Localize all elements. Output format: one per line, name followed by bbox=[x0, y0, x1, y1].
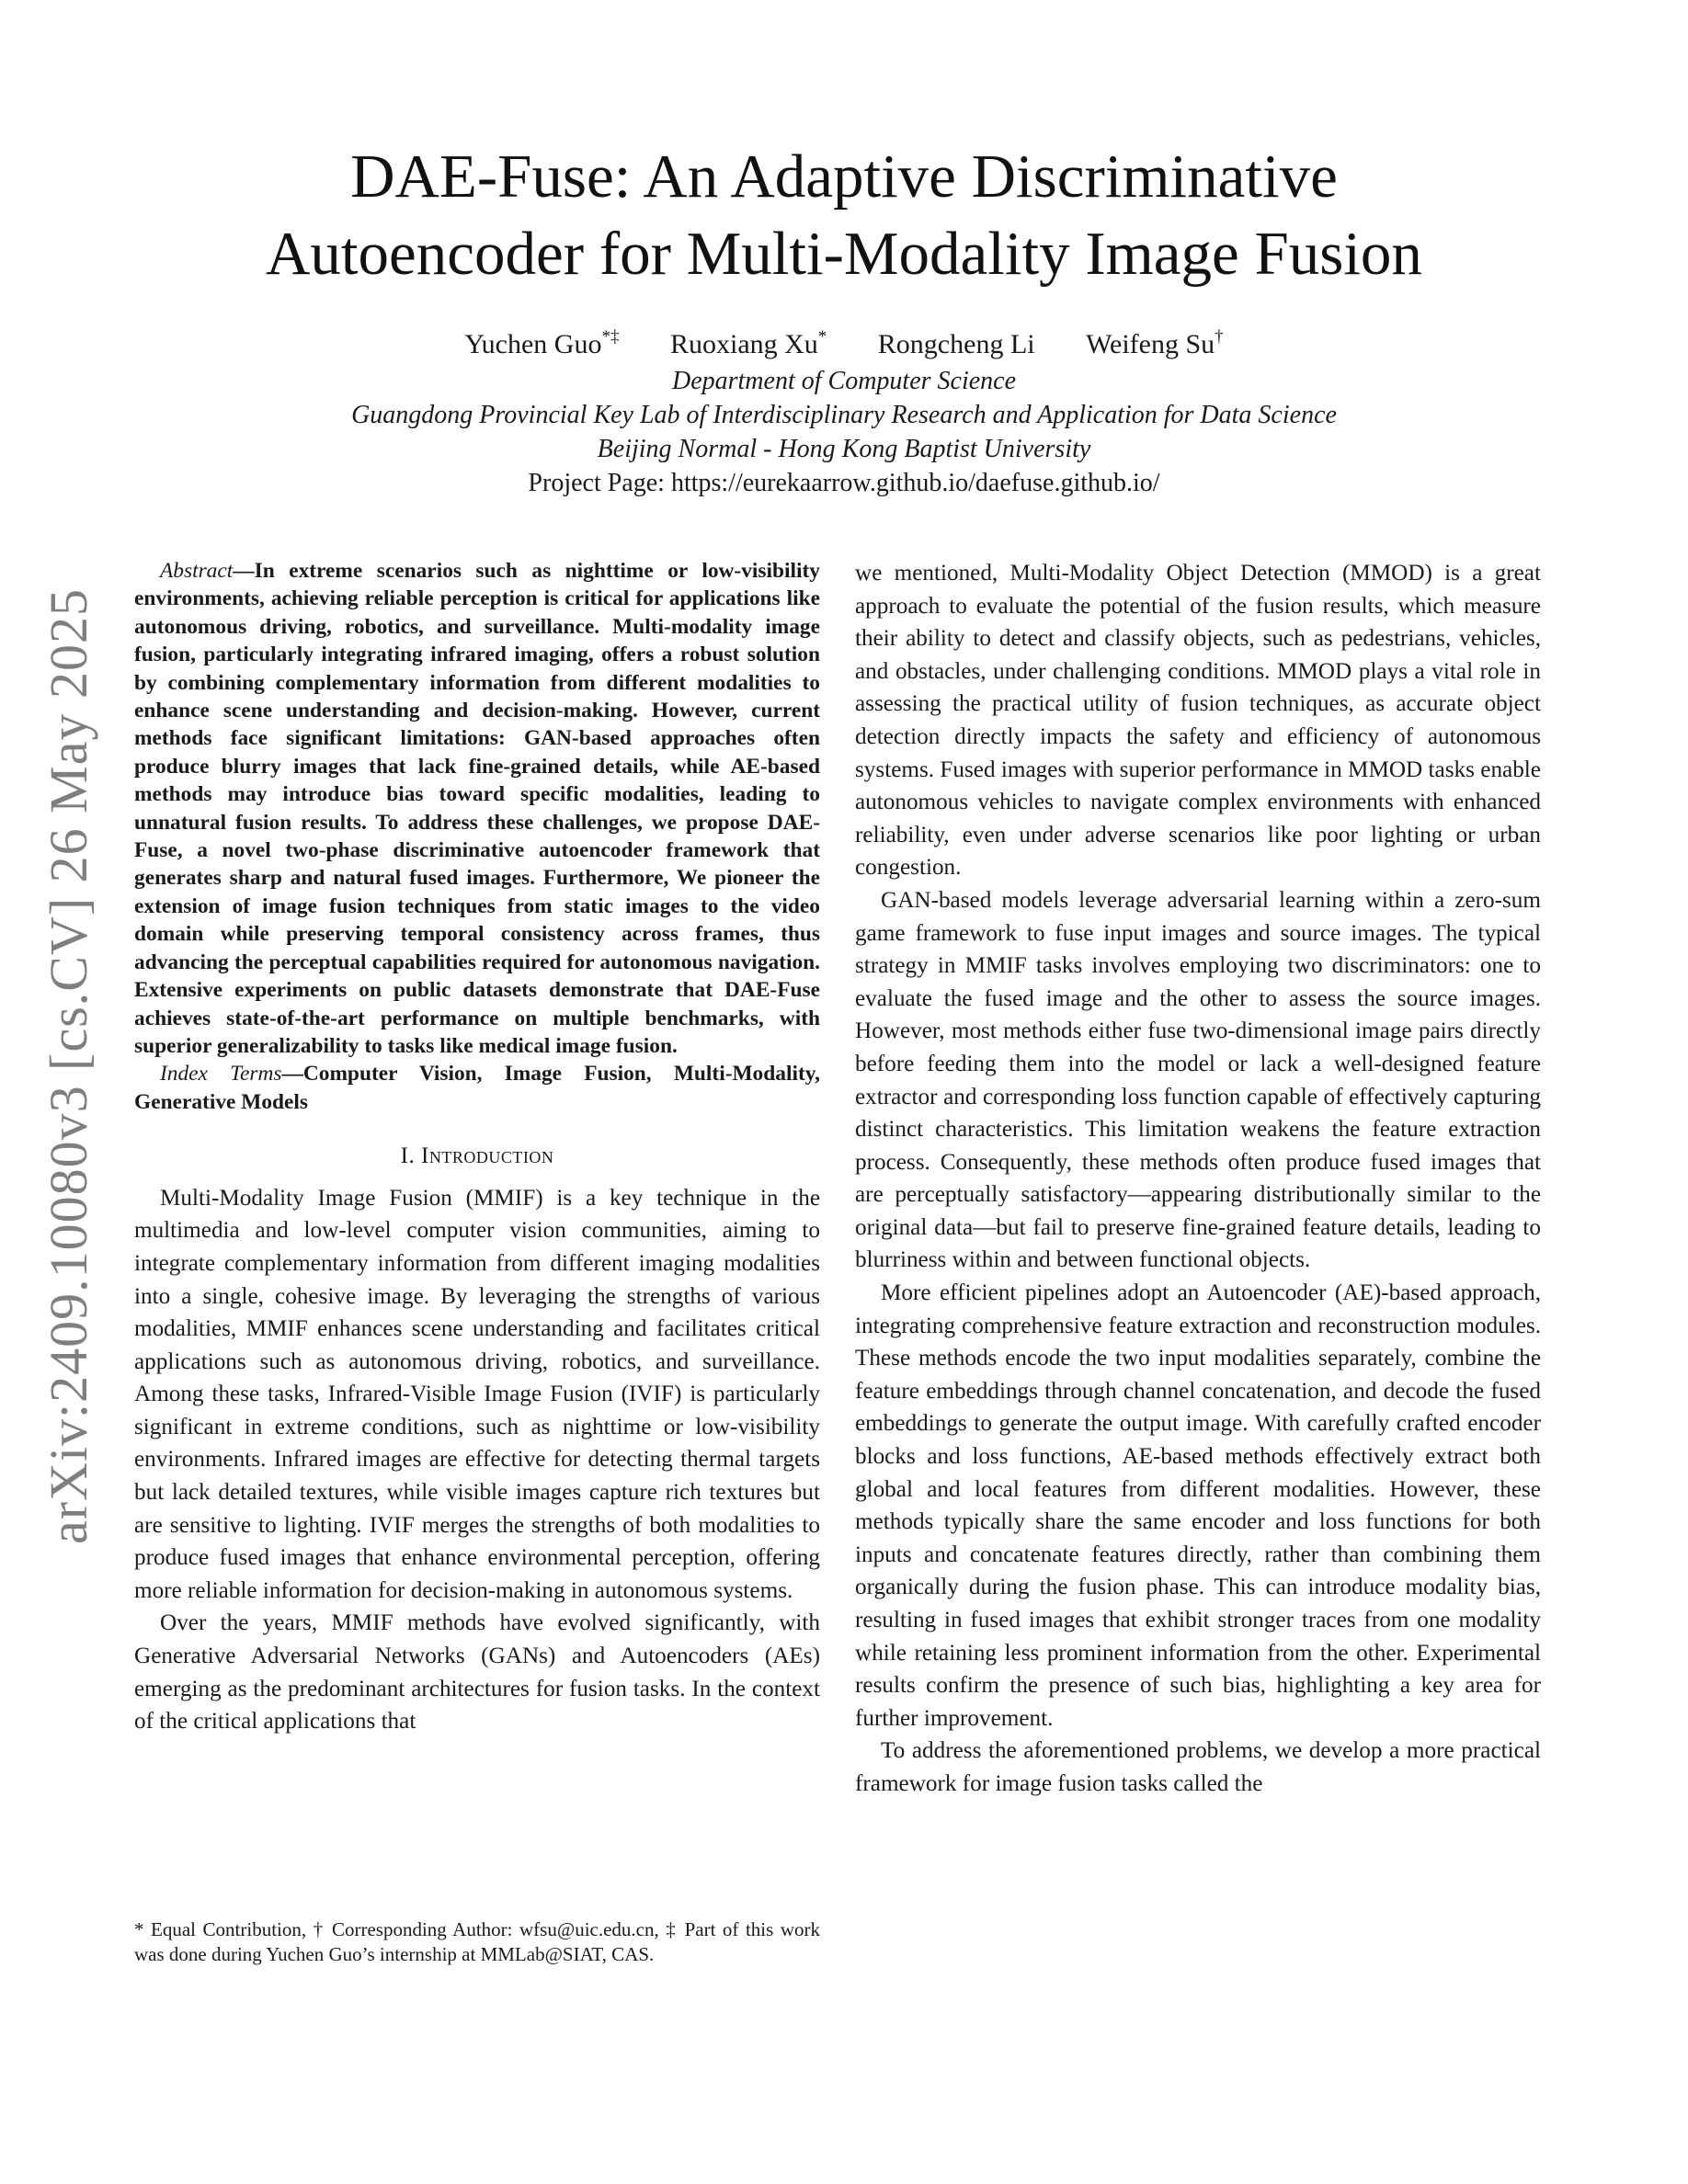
affiliation-university: Beijing Normal - Hong Kong Baptist University bbox=[597, 435, 1091, 463]
author-mark: † bbox=[1215, 327, 1224, 347]
right-paragraph-3: More efficient pipelines adopt an Autoencoder (AE)-based approach, integrating comprehensive feature extraction and reconstruction modules. These methods encode the two input modalities separately, combine the feature embeddings through channel concatenation, and decode the fused embeddings to generate the output image. With carefully crafted encoder blocks and loss functions, AE-based methods effectively extract both global and local features from different modalities. However, these methods typically share the same encoder and loss functions for both inputs and concatenate features directly, rather than combining them organically during the fusion phase. This can introduce modality bias, resulting in fused images that exhibit stronger traces from one modality while retaining less prominent information from the other. Experimental results confirm the presence of such bias, highlighting a key area for further improvement. bbox=[855, 1280, 1541, 1731]
title-line-1: DAE-Fuse: An Adaptive Discriminative bbox=[350, 142, 1338, 210]
author-list bbox=[138, 327, 1550, 362]
affiliation-department: Department of Computer Science bbox=[671, 367, 1017, 395]
right-paragraph-2: GAN-based models leverage adversarial learning within a zero-sum game framework to fuse input images and source images. The typical strategy in MMIF tasks involves employing two discriminators: one to evaluate the fused image and the other to assess the source images. However, most methods either fuse two-dimensional image pairs directly before feeding them into the model or lack a well-designed feature extractor and corresponding loss function capable of effectively capturing distinct characteristics. This limitation weakens the feature extraction process. Consequently, these methods often produce fused images that are perceptually satisfactory—appearing distributionally similar to the original data—but fail to preserve fine-grained feature details, leading to blurriness within and between functional objects. bbox=[855, 887, 1541, 1273]
paper-title bbox=[138, 138, 1550, 292]
left-column bbox=[134, 557, 820, 1738]
author-mark: *‡ bbox=[601, 327, 620, 347]
abstract-lead: Abstract bbox=[160, 559, 234, 583]
title-line-2: Autoencoder for Multi-Modality Image Fusion bbox=[266, 220, 1422, 288]
author bbox=[464, 327, 619, 362]
section-title: Introduction bbox=[421, 1143, 554, 1169]
author-name: Rongcheng Li bbox=[877, 329, 1035, 359]
arxiv-side-stamp: arXiv:2409.10080v3 [cs.CV] 26 May 2025 bbox=[39, 587, 98, 1544]
project-page-link[interactable]: Project Page: https://eurekaarrow.github.io/daefuse.github.io/ bbox=[528, 469, 1160, 497]
affiliation-lab: Guangdong Provincial Key Lab of Interdisciplinary Research and Application for Data Science bbox=[351, 401, 1337, 429]
author-name: Yuchen Guo bbox=[464, 329, 602, 359]
index-terms-text: —Computer Vision, Image Fusion, Multi-Modality, Generative Models bbox=[134, 1062, 820, 1114]
index-terms bbox=[134, 1060, 820, 1116]
author-name: Weifeng Su bbox=[1086, 329, 1215, 359]
abstract bbox=[134, 557, 820, 1060]
right-column bbox=[855, 557, 1541, 1801]
footnote: * Equal Contribution, † Corresponding Author: wfsu@uic.edu.cn, ‡ Part of this work was done during Yuchen Guo’s internship at MMLab@SIAT, CAS. bbox=[134, 1918, 820, 1965]
section-number: I. bbox=[400, 1143, 416, 1169]
intro-paragraph-2: Over the years, MMIF methods have evolved significantly, with Generative Adversarial Networks (GANs) and Autoencoders (AEs) emerging as the predominant architectures for fusion tasks. In the context of the critical applications that bbox=[134, 1610, 820, 1735]
section-heading-introduction bbox=[134, 1140, 820, 1173]
intro-paragraph-1: Multi-Modality Image Fusion (MMIF) is a key technique in the multimedia and low-level computer vision communities, aiming to integrate complementary information from different imaging modalities into a single, cohesive image. By leveraging the strengths of various modalities, MMIF enhances scene understanding and facilitates critical applications such as autonomous driving, robotics, and surveillance. Among these tasks, Infrared-Visible Image Fusion (IVIF) is particularly significant in extreme conditions, such as nighttime or low-visibility environments. Infrared images are effective for detecting thermal targets but lack detailed textures, while visible images capture rich textures but are sensitive to lighting. IVIF merges the strengths of both modalities to produce fused images that enhance environmental perception, offering more reliable information for decision-making in autonomous systems. bbox=[134, 1185, 820, 1603]
abstract-text: —In extreme scenarios such as nighttime or low-visibility environments, achieving reliable perception is critical for applications like autonomous driving, robotics, and surveillance. Multi-modality image fusion, particularly integrating infrared imaging, offers a robust solution by combining complementary information from different modalities to enhance scene understanding and decision-making. However, current methods face significant limitations: GAN-based approaches often produce blurry images that lack fine-grained details, while AE-based methods may introduce bias toward specific modalities, leading to unnatural fusion results. To address these challenges, we propose DAE-Fuse, a novel two-phase discriminative autoencoder framework that generates sharp and natural fused images. Furthermore, We pioneer the extension of image fusion techniques from static images to the video domain while preserving temporal consistency across frames, thus advancing the perceptual capabilities required for autonomous navigation. Extensive experiments on public datasets demonstrate that DAE-Fuse achieves state-of-the-art performance on multiple benchmarks, with superior generalizability to tasks like medical image fusion. bbox=[134, 559, 820, 1058]
author bbox=[878, 327, 1035, 362]
author-mark: * bbox=[817, 327, 827, 347]
author bbox=[670, 327, 827, 362]
affiliation-block bbox=[138, 364, 1550, 500]
right-paragraph-4: To address the aforementioned problems, we develop a more practical framework for image fusion tasks called the bbox=[855, 1738, 1541, 1796]
author bbox=[1086, 327, 1224, 362]
index-terms-lead: Index Terms bbox=[160, 1062, 282, 1086]
right-paragraph-1: we mentioned, Multi-Modality Object Detection (MMOD) is a great approach to evaluate the potential of the fusion results, which measure their ability to detect and classify objects, such as pedestrians, vehicles, and obstacles, under challenging conditions. MMOD plays a vital role in assessing the practical utility of fusion techniques, as accurate object detection directly impacts the safety and efficiency of autonomous systems. Fused images with superior performance in MMOD tasks enable autonomous vehicles to navigate complex environments with enhanced reliability, even under adverse scenarios like poor lighting or urban congestion. bbox=[855, 561, 1541, 881]
author-name: Ruoxiang Xu bbox=[669, 329, 818, 359]
